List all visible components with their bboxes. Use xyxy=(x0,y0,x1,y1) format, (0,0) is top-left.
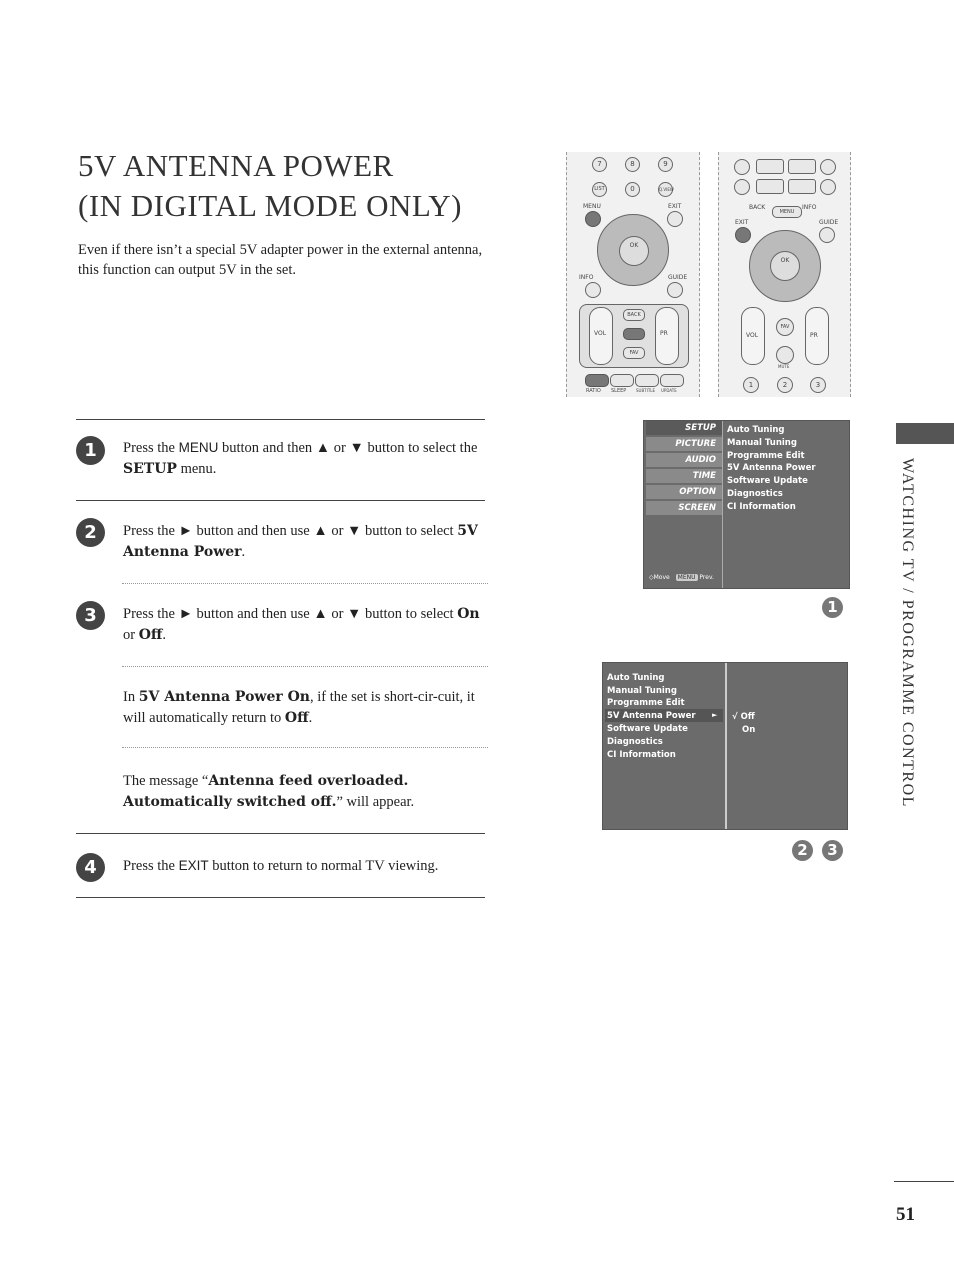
menu-item[interactable]: Auto Tuning xyxy=(607,673,665,683)
option-off[interactable]: √ Off xyxy=(732,712,755,722)
menu-label: MENU xyxy=(583,203,601,210)
menu-item[interactable]: Manual Tuning xyxy=(727,438,797,448)
fav-button[interactable]: FAV xyxy=(776,318,794,336)
guide-label: GUIDE xyxy=(819,219,839,226)
step-number-3: 3 xyxy=(76,601,105,630)
record-button[interactable] xyxy=(820,159,836,175)
digit-3-button[interactable]: 3 xyxy=(810,377,826,393)
skip-forward-button[interactable] xyxy=(820,179,836,195)
fast-forward-button[interactable] xyxy=(788,179,816,194)
exit-label: EXIT xyxy=(668,203,682,210)
back-button[interactable]: BACK xyxy=(623,309,645,321)
section-label: WATCHING TV / PROGRAMME CONTROL xyxy=(899,458,916,808)
menu-item[interactable]: Diagnostics xyxy=(607,737,663,747)
footer-divider xyxy=(894,1181,954,1182)
intro-text: Even if there isn’t a special 5V adapter power in the external antenna, this function can output 5V in the set. xyxy=(78,242,483,278)
menu-item[interactable]: CI Information xyxy=(607,750,676,760)
stop-button[interactable] xyxy=(734,159,750,175)
title-line-1: 5V ANTENNA POWER xyxy=(78,148,394,183)
subtitle-label: SUBTITLE xyxy=(636,388,656,393)
antenna-power-menu-screen xyxy=(602,662,848,830)
mute-button[interactable] xyxy=(623,328,645,340)
digit-2-button[interactable]: 2 xyxy=(777,377,793,393)
mute-label: MUTE xyxy=(778,364,790,369)
menu-item-selected[interactable]: 5V Antenna Power xyxy=(607,711,696,721)
divider xyxy=(76,419,485,420)
guide-button[interactable] xyxy=(819,227,835,243)
step-number-1: 1 xyxy=(76,436,105,465)
menu-category-picture[interactable]: PICTURE xyxy=(646,437,722,451)
info-label: INFO xyxy=(802,204,817,211)
vol-label: VOL xyxy=(746,332,759,339)
menu-item[interactable]: 5V Antenna Power xyxy=(727,463,816,473)
menu-category-option[interactable]: OPTION xyxy=(646,485,722,499)
note-message: The message “Antenna feed overloaded. Automatically switched off.” will appear. xyxy=(123,773,415,810)
menu-button[interactable]: MENU xyxy=(772,206,802,218)
menu-category-time[interactable]: TIME xyxy=(646,469,722,483)
step-1-text: Press the MENU button and then ▲ or ▼ button to select the SETUP menu. xyxy=(123,440,478,477)
section-tab-marker xyxy=(896,423,954,444)
fav-button[interactable]: FAV xyxy=(623,347,645,359)
info-button[interactable] xyxy=(585,282,601,298)
exit-label: EXIT xyxy=(735,219,749,226)
menu-category-audio[interactable]: AUDIO xyxy=(646,453,722,467)
step-4-text: Press the EXIT button to return to normal TV viewing. xyxy=(123,858,439,874)
page-number: 51 xyxy=(896,1204,915,1225)
digit-0-button[interactable]: 0 xyxy=(625,182,640,197)
ok-button[interactable]: OK xyxy=(770,251,800,281)
step-2-text: Press the ► button and then use ▲ or ▼ button to select 5V Antenna Power. xyxy=(123,523,478,560)
note-short-circuit: In 5V Antenna Power On, if the set is short-cir-cuit, it will automatically return to Off. xyxy=(123,689,475,726)
move-arrow-icon: ◇ xyxy=(649,574,654,581)
pause-button[interactable] xyxy=(788,159,816,174)
subtitle-button[interactable] xyxy=(635,374,659,387)
setup-menu-screen xyxy=(643,420,850,589)
guide-label: GUIDE xyxy=(668,274,688,281)
divider xyxy=(76,833,485,834)
step-number-4: 4 xyxy=(76,853,105,882)
right-arrow-icon: ► xyxy=(712,711,718,719)
step-number-2: 2 xyxy=(76,518,105,547)
step-badge-3: 3 xyxy=(822,840,843,861)
menu-footer: ◇Move MENU Prev. xyxy=(649,574,714,581)
pr-label: PR xyxy=(810,332,818,339)
menu-item[interactable]: Auto Tuning xyxy=(727,425,785,435)
remote-control-illustration-2 xyxy=(718,152,851,397)
ratio-button[interactable] xyxy=(585,374,609,387)
menu-item[interactable]: Programme Edit xyxy=(727,451,805,461)
ok-button[interactable]: OK xyxy=(619,236,649,266)
divider xyxy=(76,500,485,501)
step-badge-2: 2 xyxy=(792,840,813,861)
ratio-label: RATIO xyxy=(586,388,601,394)
step-3-text: Press the ► button and then use ▲ or ▼ button to select On or Off. xyxy=(123,606,480,643)
menu-item[interactable]: Software Update xyxy=(727,476,808,486)
menu-item[interactable]: Manual Tuning xyxy=(607,686,677,696)
pr-label: PR xyxy=(660,330,668,337)
menu-divider xyxy=(722,421,723,588)
menu-item[interactable]: Programme Edit xyxy=(607,698,685,708)
digit-8-button[interactable]: 8 xyxy=(625,157,640,172)
mute-button[interactable] xyxy=(776,346,794,364)
page-title xyxy=(78,146,462,226)
step-badge-1: 1 xyxy=(822,597,843,618)
menu-category-screen[interactable]: SCREEN xyxy=(646,501,722,515)
update-button[interactable] xyxy=(660,374,684,387)
back-label: BACK xyxy=(749,204,766,211)
qview-button[interactable]: Q.VIEW xyxy=(658,182,673,197)
sleep-button[interactable] xyxy=(610,374,634,387)
dotted-divider xyxy=(122,666,488,667)
exit-button[interactable] xyxy=(667,211,683,227)
exit-button[interactable] xyxy=(735,227,751,243)
guide-button[interactable] xyxy=(667,282,683,298)
dotted-divider xyxy=(122,747,488,748)
list-button[interactable]: LIST xyxy=(592,182,607,197)
digit-7-button[interactable]: 7 xyxy=(592,157,607,172)
remote-control-illustration-1 xyxy=(566,152,700,397)
divider xyxy=(76,897,485,898)
menu-item[interactable]: CI Information xyxy=(727,502,796,512)
update-label: UPDATE xyxy=(661,388,677,393)
menu-category-setup[interactable]: SETUP xyxy=(646,421,722,435)
menu-divider xyxy=(725,663,727,829)
sleep-label: SLEEP xyxy=(611,388,627,394)
digit-1-button[interactable]: 1 xyxy=(743,377,759,393)
title-line-2: (IN DIGITAL MODE ONLY) xyxy=(78,188,462,223)
info-label: INFO xyxy=(579,274,594,281)
option-on[interactable]: On xyxy=(742,725,756,735)
dotted-divider xyxy=(122,583,488,584)
rewind-button[interactable] xyxy=(756,179,784,194)
skip-back-button[interactable] xyxy=(734,179,750,195)
menu-button[interactable] xyxy=(585,211,601,227)
vol-label: VOL xyxy=(594,330,607,337)
digit-9-button[interactable]: 9 xyxy=(658,157,673,172)
menu-item[interactable]: Diagnostics xyxy=(727,489,783,499)
play-button[interactable] xyxy=(756,159,784,174)
menu-item[interactable]: Software Update xyxy=(607,724,688,734)
